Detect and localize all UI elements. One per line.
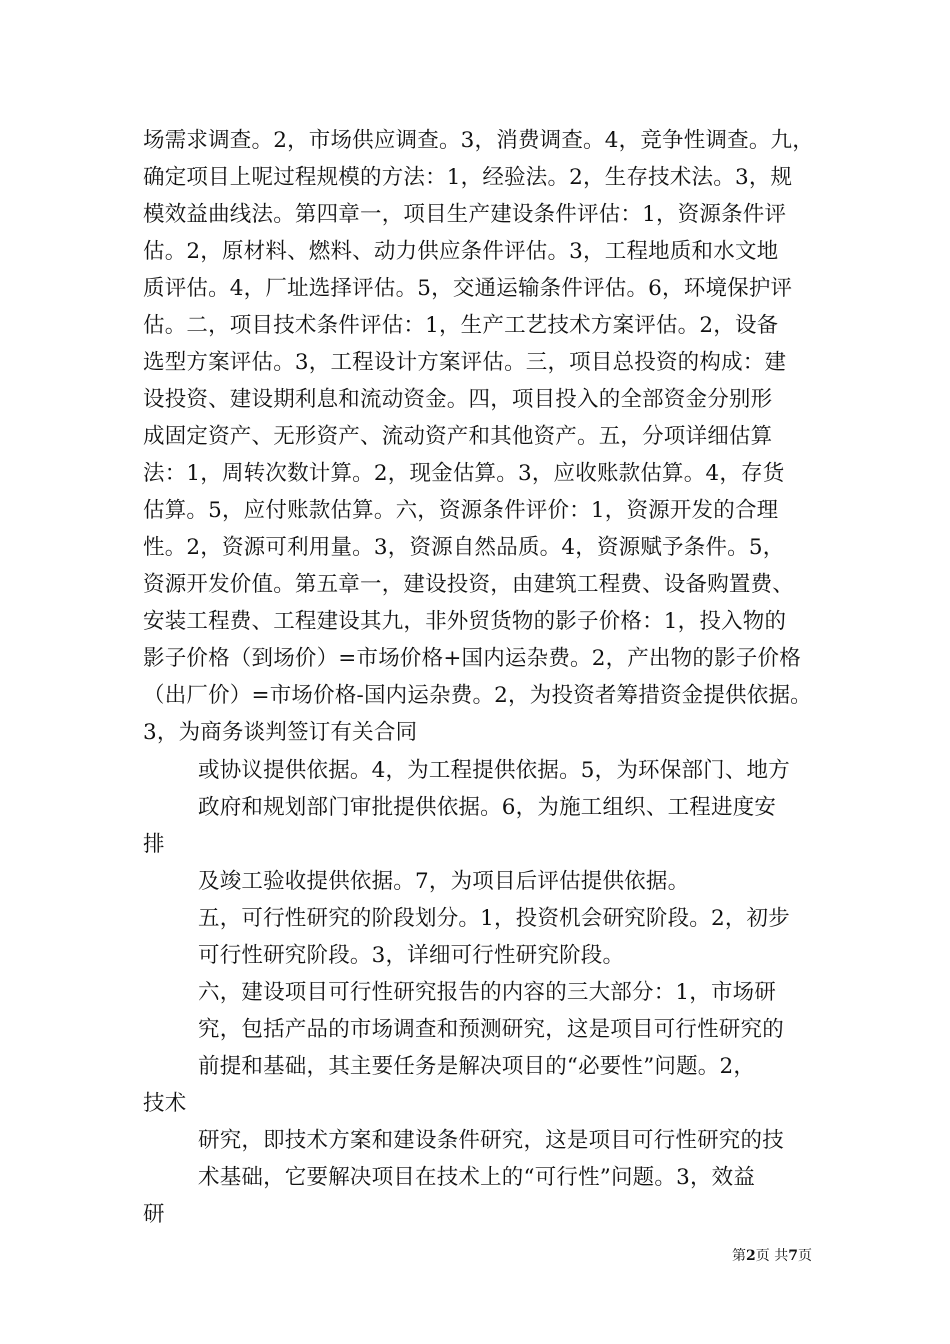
body-text-line: 研 [143,1202,165,1227]
footer-suffix: 页 [798,1248,812,1264]
body-text-line: 选型方案评估。3，工程设计方案评估。三，项目总投资的构成：建 [143,350,787,375]
body-text-line: 设投资、建设期利息和流动资金。四，项目投入的全部资金分别形 [143,387,773,412]
body-text-line: 或协议提供依据。4，为工程提供依据。5，为环保部门、地方 [198,758,790,783]
body-text-line: 确定项目上呢过程规模的方法：1，经验法。2，生存技术法。3，规 [143,165,793,190]
body-text-line: 3，为商务谈判签订有关合同 [143,720,418,745]
footer-middle: 页 共 [755,1248,789,1264]
body-text-line: 及竣工验收提供依据。7，为项目后评估提供依据。 [198,869,690,894]
body-text-line: 前提和基础，其主要任务是解决项目的“必要性”问题。2， [198,1054,756,1079]
body-text-line: 排 [143,832,165,857]
body-text-line: 质评估。4，厂址选择评估。5，交通运输条件评估。6，环境保护评 [143,276,793,301]
body-text-line: 可行性研究阶段。3，详细可行性研究阶段。 [198,943,625,968]
body-text-line: 究，包括产品的市场调查和预测研究，这是项目可行性研究的 [198,1017,784,1042]
body-text-line: 场需求调查。2，市场供应调查。3，消费调查。4，竞争性调查。九， [143,128,814,153]
body-text-line: 技术 [143,1091,187,1116]
body-text-line: 性。2，资源可利用量。3，资源自然品质。4，资源赋予条件。5， [143,535,785,560]
body-text-line: 研究，即技术方案和建设条件研究，这是项目可行性研究的技 [198,1128,784,1153]
body-text-line: 五，可行性研究的阶段划分。1，投资机会研究阶段。2，初步 [198,906,790,931]
body-text-line: 估算。5，应付账款估算。六，资源条件评价：1，资源开发的合理 [143,498,779,523]
body-text-line: 成固定资产、无形资产、流动资产和其他资产。五，分项详细估算 [143,424,773,449]
page-footer [732,1247,812,1265]
body-text-line: 影子价格（到场价）=市场价格+国内运杂费。2，产出物的影子价格 [143,646,801,671]
footer-page-number: 2 [746,1248,756,1264]
body-text-line: （出厂价）=市场价格-国内运杂费。2，为投资者筹措资金提供依据。 [143,683,812,708]
footer-total-pages: 7 [788,1248,798,1264]
body-text-line: 估。2，原材料、燃料、动力供应条件评估。3，工程地质和水文地 [143,239,779,264]
body-text-line: 模效益曲线法。第四章一，项目生产建设条件评估：1，资源条件评 [143,202,787,227]
footer-prefix: 第 [732,1248,747,1264]
body-text-line: 术基础，它要解决项目在技术上的“可行性”问题。3，效益 [198,1165,756,1190]
body-text-line: 安装工程费、工程建设其九，非外贸货物的影子价格：1，投入物的 [143,609,787,634]
body-text-line: 法：1，周转次数计算。2，现金估算。3，应收账款估算。4，存货 [143,461,785,486]
body-text-line: 政府和规划部门审批提供依据。6，为施工组织、工程进度安 [198,795,777,820]
body-text-line: 估。二，项目技术条件评估：1，生产工艺技术方案评估。2，设备 [143,313,779,338]
body-text-line: 六，建设项目可行性研究报告的内容的三大部分：1，市场研 [198,980,777,1005]
body-text-line: 资源开发价值。第五章一，建设投资，由建筑工程费、设备购置费、 [143,572,795,597]
